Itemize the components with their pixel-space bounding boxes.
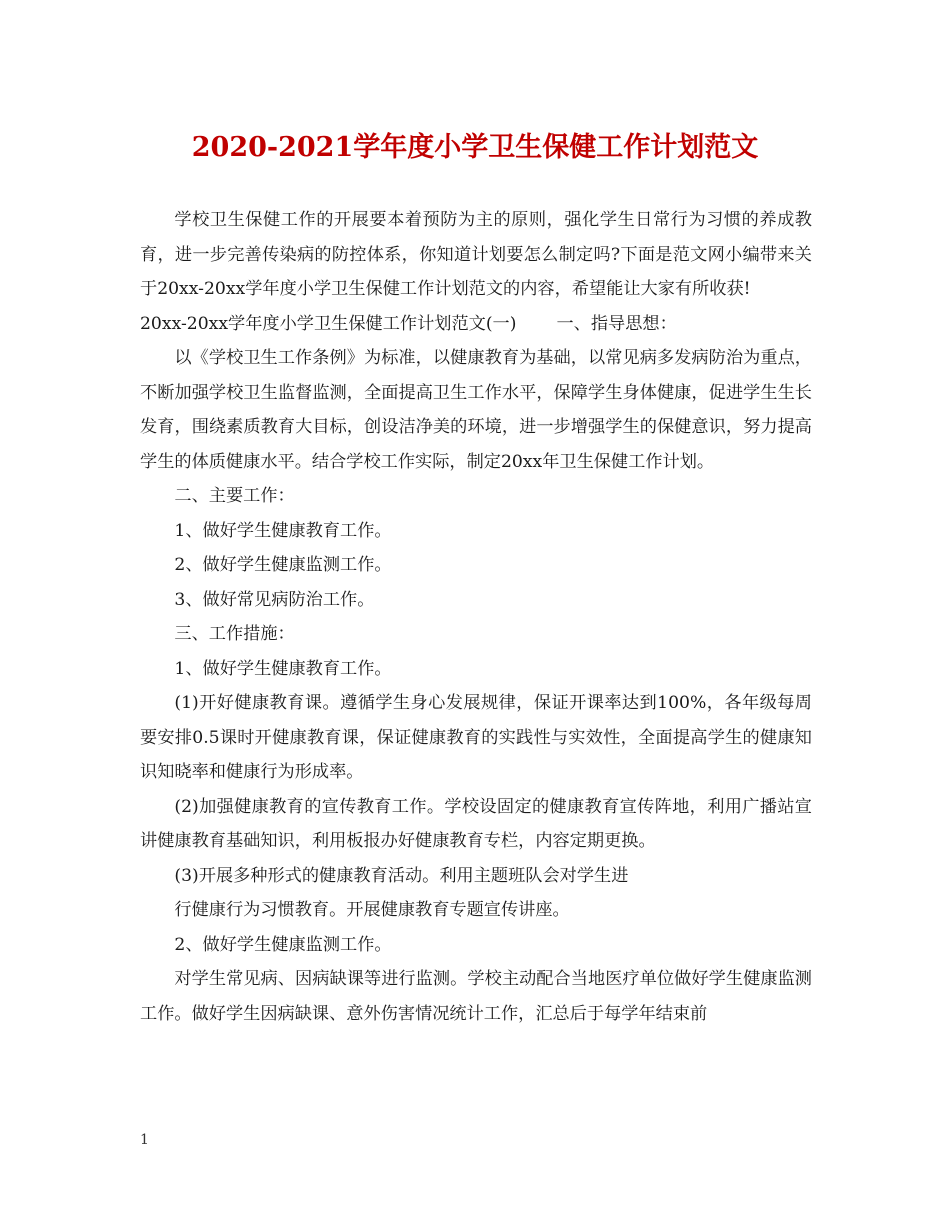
- measures-paragraph-1: (1)开好健康教育课。遵循学生身心发展规律，保证开课率达到100%，各年级每周要安排0.5课时开健康教育课，保证健康教育的实践性与实效性，全面提高学生的健康知识知晓率和健康行为形成率。: [140, 693, 812, 782]
- measures-heading: 三、工作措施：: [174, 624, 295, 644]
- measures-paragraph-2: (2)加强健康教育的宣传教育工作。学校设固定的健康教育宣传阵地，利用广播站宣讲健康教育基础知识，利用板报办好健康教育专栏，内容定期更换。: [140, 796, 812, 851]
- intro-paragraph: 学校卫生保健工作的开展要本着预防为主的原则，强化学生日常行为习惯的养成教育，进一步完善传染病的防控体系，你知道计划要怎么制定吗?下面是范文网小编带来关于20xx-20xx学年度小学卫生保健工作计划范文的内容，希望能让大家有所收获!: [140, 210, 812, 299]
- measures-paragraph-3: (3)开展多种形式的健康教育活动。利用主题班队会对学生进: [174, 865, 629, 886]
- measures-paragraph-3-continued: 行健康行为习惯教育。开展健康教育专题宣传讲座。: [174, 900, 570, 920]
- measures-item-2: 2、做好学生健康监测工作。: [174, 934, 392, 955]
- document-title: 2020-2021学年度小学卫生保健工作计划范文: [191, 132, 759, 163]
- monitoring-paragraph: 对学生常见病、因病缺课等进行监测。学校主动配合当地医疗单位做好学生健康监测工作。做好学生因病缺课、意外伤害情况统计工作，汇总后于每学年结束前: [140, 969, 812, 1024]
- page-number: 1: [140, 1132, 149, 1148]
- section-heading-line: [140, 307, 812, 342]
- measures-item-1: 1、做好学生健康教育工作。: [174, 658, 392, 679]
- main-work-item-2: 2、做好学生健康监测工作。: [174, 555, 392, 575]
- main-work-item-3: 3、做好常见病防治工作。: [174, 589, 375, 610]
- guiding-thought-paragraph: 以《学校卫生工作条例》为标准，以健康教育为基础，以常见病多发病防治为重点，不断加强学校卫生监督监测，全面提高卫生工作水平，保障学生身体健康，促进学生生长发育，围绕素质教育大目标，创设洁净美的环境，进一步增强学生的保健意识，努力提高学生的体质健康水平。结合学校工作实际，制定20xx年卫生保健工作计划。: [140, 348, 812, 472]
- main-work-item-1: 1、做好学生健康教育工作。: [174, 520, 392, 541]
- guiding-thought-heading: 一、指导思想：: [556, 313, 677, 334]
- main-work-heading: 二、主要工作：: [174, 486, 295, 506]
- document-body: [140, 203, 812, 1031]
- plan-subheading: 20xx-20xx学年度小学卫生保健工作计划范文(一): [140, 313, 517, 334]
